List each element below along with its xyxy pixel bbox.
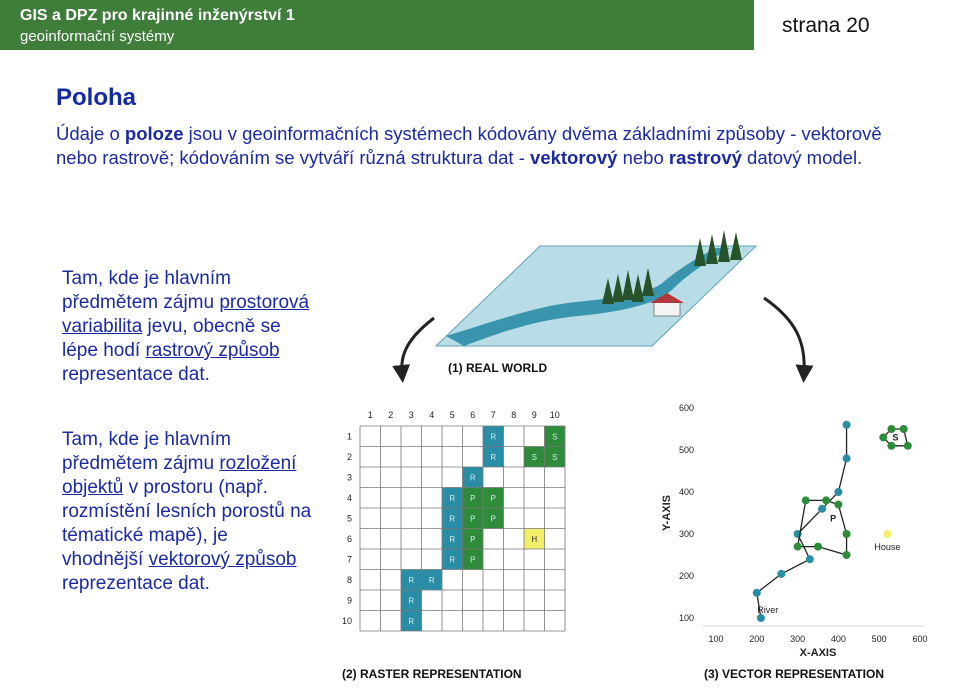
raster-cell-code-7: P [470,493,476,503]
real-world-label: (1) REAL WORLD [448,361,548,375]
raster-note-a: Tam, kde je hlavním předmětem zájmu [62,268,231,313]
vector-forest-s-vertex-4 [887,442,895,450]
raster-row-label-2: 2 [346,451,352,462]
raster-cell-code-9: R [449,514,456,524]
raster-cell-code-13: P [470,534,476,544]
raster-cell-code-16: P [470,555,476,565]
intro-paragraph [56,122,926,170]
header-title: GIS a DPZ pro krajinné inženýrství 1 [20,7,295,24]
raster-cell-code-4: S [552,452,558,462]
raster-note-b: jevu, obecně se lépe hodí [62,316,281,361]
intro-text-4: datový model. [741,147,863,168]
vector-note-b: v prostoru (např. rozmístění lesních porostů na tématické mapě), je vhodnější [62,477,312,570]
raster-cell-code-3: S [531,452,537,462]
section-title: Poloha [56,84,137,111]
vector-river-vertex-6 [834,488,842,496]
arrow-to-vector [764,298,804,374]
vector-note-c: reprezentace dat. [62,573,210,594]
intro-bold-1: poloze [124,123,184,144]
vector-x-tick-600: 600 [912,634,928,644]
raster-cell-code-19: R [408,596,415,606]
raster-row-label-3: 3 [346,472,352,483]
vector-x-axis-label: X-AXIS [799,647,837,659]
vector-x-tick-200: 200 [749,634,765,644]
raster-row-label-10: 10 [341,615,352,626]
raster-row-label-6: 6 [346,533,352,544]
vector-river-label: River [757,604,779,615]
vector-forest-s-vertex-3 [904,442,912,450]
vector-forest-s-label: S [892,432,899,443]
raster-note-underline-1: prostorová variabilita [62,292,310,337]
raster-col-label-8: 8 [511,410,517,420]
vector-forest-p-label: P [830,513,837,524]
vector-x-tick-100: 100 [708,634,724,644]
raster-cell-code-2: R [490,452,497,462]
vector-plot [661,403,928,659]
vector-x-tick-500: 500 [871,634,887,644]
raster-cell-code-11: P [490,514,496,524]
raster-col-label-6: 6 [470,410,476,420]
vector-forest-p-vertex-4 [843,530,851,538]
vector-house-label: House [874,542,901,552]
vector-label: (3) VECTOR REPRESENTATION [704,667,885,681]
raster-row-label-9: 9 [346,595,352,606]
vector-y-tick-600: 600 [678,403,694,413]
vector-y-tick-100: 100 [678,613,694,623]
header-bar [0,0,960,50]
vector-river-vertex-2 [777,570,785,578]
raster-col-label-4: 4 [429,410,435,420]
vector-y-tick-400: 400 [678,487,694,497]
page-number: strana 20 [782,14,870,37]
intro-bold-2: vektorový [530,147,618,168]
raster-label: (2) RASTER REPRESENTATION [342,667,522,681]
vector-note-underline-1: rozložení objektů [62,453,297,498]
intro-text-3: nebo [617,147,669,168]
raster-cell-code-5: R [469,473,476,483]
raster-row-label-8: 8 [346,574,352,585]
vector-y-tick-300: 300 [678,529,694,539]
raster-note-underline-2: rastrový způsob [145,340,280,361]
raster-cell-code-0: R [490,432,497,442]
raster-cell-code-15: R [449,555,456,565]
raster-cell-code-8: P [490,493,496,503]
intro-text-1: Údaje o [56,123,125,144]
vector-river-vertex-3 [806,555,814,563]
raster-col-label-10: 10 [549,410,560,420]
raster-col-label-2: 2 [388,410,394,420]
raster-cell-code-14: H [531,534,538,544]
raster-col-label-3: 3 [408,410,414,420]
real-world-illustration [402,230,805,375]
vector-note [62,428,312,596]
vector-river-vertex-1 [753,589,761,597]
vector-river-vertex-8 [843,421,851,429]
intro-text-2: jsou v geoinformačních systémech kódovány dvěma základními způsoby - vektorově nebo rastrově; kódováním se vytváří různá struktura dat - [56,123,882,168]
header-subtitle: geoinformační systémy [20,28,175,45]
vector-forest-p-vertex-5 [843,551,851,559]
vector-note-a: Tam, kde je hlavním předmětem zájmu [62,429,231,474]
vector-x-tick-400: 400 [830,634,846,644]
vector-x-tick-300: 300 [790,634,806,644]
vector-forest-p-vertex-3 [834,501,842,509]
raster-cell-code-18: R [428,575,435,585]
vector-forest-p-vertex-1 [802,496,810,504]
raster-cell-code-12: R [449,534,456,544]
vector-y-tick-500: 500 [678,445,694,455]
raster-grid [342,410,565,631]
raster-row-label-1: 1 [346,431,352,442]
raster-cell-code-10: P [470,514,476,524]
vector-forest-p-vertex-2 [822,496,830,504]
raster-col-label-5: 5 [449,410,455,420]
vector-river-vertex-0 [757,614,765,622]
vector-y-axis-label: Y-AXIS [661,494,673,532]
vector-river-vertex-7 [843,454,851,462]
raster-cell-code-6: R [449,493,456,503]
arrow-to-raster [402,318,434,374]
vector-house-point [883,530,891,538]
raster-row-label-4: 4 [346,492,352,503]
vector-forest-p-vertex-6 [814,543,822,551]
vector-forest-s-vertex-0 [879,433,887,441]
raster-cell-code-17: R [408,575,415,585]
raster-col-label-9: 9 [531,410,537,420]
vector-forest-p-vertex-0 [794,543,802,551]
vector-y-tick-200: 200 [678,571,694,581]
raster-cell-code-1: S [552,432,558,442]
representation-figure [316,226,940,686]
page-number-box [754,0,960,50]
raster-col-label-1: 1 [367,410,373,420]
raster-cell-code-20: R [408,616,415,626]
raster-col-label-7: 7 [490,410,496,420]
intro-bold-3: rastrový [668,147,742,168]
raster-row-label-7: 7 [346,554,352,565]
vector-note-underline-2: vektorový způsob [148,549,297,570]
vector-forest-s-vertex-2 [900,425,908,433]
figure-svg [316,226,940,686]
raster-note [62,267,312,387]
vector-river-vertex-5 [818,505,826,513]
raster-note-c: representace dat. [62,364,210,385]
raster-row-label-5: 5 [346,513,352,524]
